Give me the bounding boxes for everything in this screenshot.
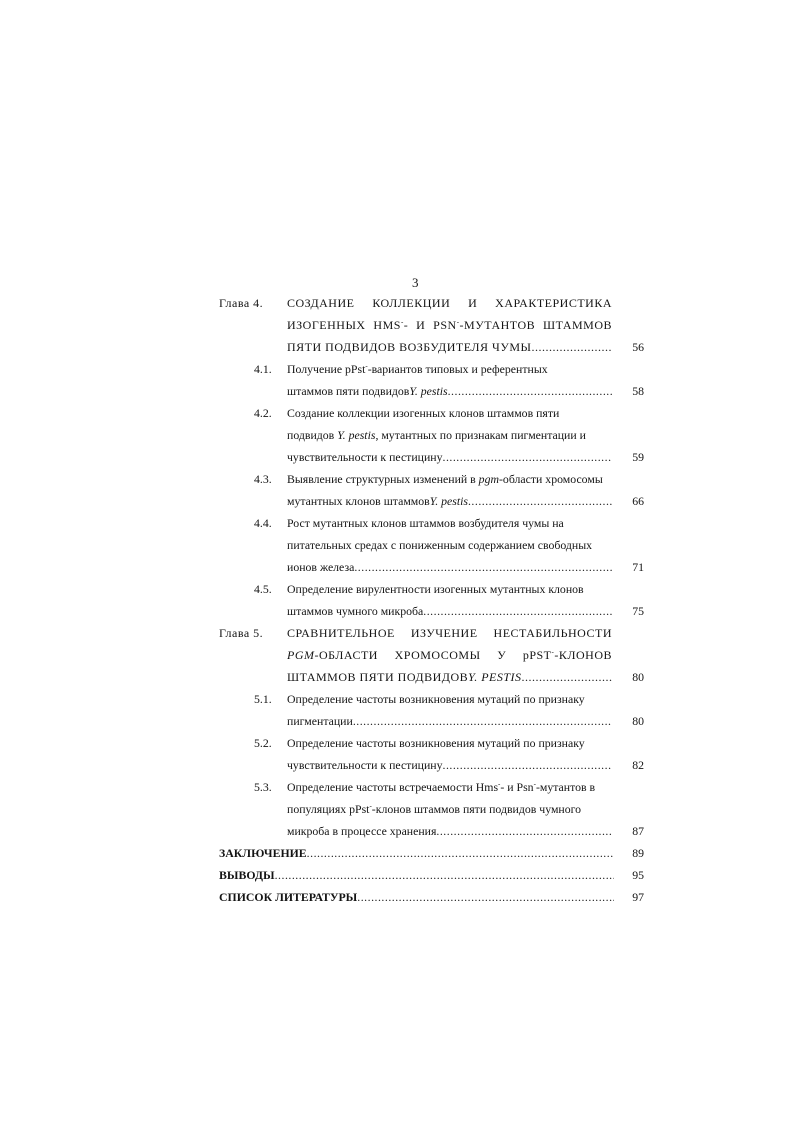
chapter-5-label: Глава 5.	[219, 626, 264, 640]
section-4-1-line1: Получение pPst--вариантов типовых и референтных	[287, 362, 548, 376]
conclusion-entry: ЗАКЛЮЧЕНИЕ .....	[219, 846, 614, 860]
section-4-2-line2: подвидов Y. pestis, мутантных по признакам пигментации и	[287, 428, 586, 442]
chapter-5-page: 80	[632, 670, 644, 684]
section-4-3-label: 4.3.	[254, 472, 272, 486]
findings-page: 95	[632, 868, 644, 882]
chapter-4-page: 56	[632, 340, 644, 354]
section-4-4-line2: питательных средах с пониженным содержанием свободных	[287, 538, 593, 552]
chapter-5-title-line3: ШТАММОВ ПЯТИ ПОДВИДОВ Y. PESTIS .....	[287, 670, 612, 684]
section-4-2-line3: чувствительности к пестицину .....	[287, 450, 612, 464]
section-5-1-line2: пигментации .....	[287, 714, 612, 728]
section-4-4-line3: ионов железа .....	[287, 560, 612, 574]
section-5-3-line3: микроба в процессе хранения .....	[287, 824, 612, 838]
section-5-2-line1: Определение частоты возникновения мутаций по признаку	[287, 736, 585, 750]
section-4-5-line1: Определение вирулентности изогенных мутантных клонов	[287, 582, 584, 596]
section-4-5-label: 4.5.	[254, 582, 272, 596]
references-entry: СПИСОК ЛИТЕРАТУРЫ .....	[219, 890, 614, 904]
section-4-4-line1: Рост мутантных клонов штаммов возбудителя чумы на	[287, 516, 564, 530]
section-4-3-line1: Выявление структурных изменений в pgm-области хромосомы	[287, 472, 603, 486]
section-5-1-line1: Определение частоты возникновения мутаций по признаку	[287, 692, 585, 706]
section-4-2-label: 4.2.	[254, 406, 272, 420]
section-4-3-page: 66	[632, 494, 644, 508]
section-4-1-label: 4.1.	[254, 362, 272, 376]
section-4-1-page: 58	[632, 384, 644, 398]
section-5-3-label: 5.3.	[254, 780, 272, 794]
chapter-4-title-line2: ИЗОГЕННЫХ HMS-- И PSN--МУТАНТОВ ШТАММОВ	[287, 318, 612, 332]
section-4-1-line2: штаммов пяти подвидов Y. pestis .....	[287, 384, 612, 398]
section-4-2-line1: Создание коллекции изогенных клонов штаммов пяти	[287, 406, 560, 420]
page-number: 3	[412, 275, 419, 290]
section-5-2-page: 82	[632, 758, 644, 772]
section-4-2-page: 59	[632, 450, 644, 464]
section-5-3-line2: популяциях pPst--клонов штаммов пяти подвидов чумного	[287, 802, 582, 816]
conclusion-page: 89	[632, 846, 644, 860]
chapter-4-title-line3: ПЯТИ ПОДВИДОВ ВОЗБУДИТЕЛЯ ЧУМЫ .....	[287, 340, 612, 354]
chapter-4-title-line1: СОЗДАНИЕ КОЛЛЕКЦИИ И ХАРАКТЕРИСТИКА	[287, 296, 612, 310]
section-5-2-line2: чувствительности к пестицину .....	[287, 758, 612, 772]
chapter-4-label: Глава 4.	[219, 296, 264, 310]
section-5-1-page: 80	[632, 714, 644, 728]
references-page: 97	[632, 890, 644, 904]
section-4-5-line2: штаммов чумного микроба .....	[287, 604, 612, 618]
section-5-2-label: 5.2.	[254, 736, 272, 750]
section-4-4-page: 71	[632, 560, 644, 574]
section-4-4-label: 4.4.	[254, 516, 272, 530]
chapter-5-title-line1: СРАВНИТЕЛЬНОЕ ИЗУЧЕНИЕ НЕСТАБИЛЬНОСТИ	[287, 626, 612, 640]
chapter-5-title-line2: PGM-ОБЛАСТИ ХРОМОСОМЫ У pPST--КЛОНОВ	[287, 648, 612, 662]
section-4-5-page: 75	[632, 604, 644, 618]
section-5-3-line1: Определение частоты встречаемости Hms-- и Psn--мутантов в	[287, 780, 596, 794]
section-5-3-page: 87	[632, 824, 644, 838]
section-4-3-line2: мутантных клонов штаммов Y. pestis .....	[287, 494, 612, 508]
findings-entry: ВЫВОДЫ .....	[219, 868, 614, 882]
section-5-1-label: 5.1.	[254, 692, 272, 706]
